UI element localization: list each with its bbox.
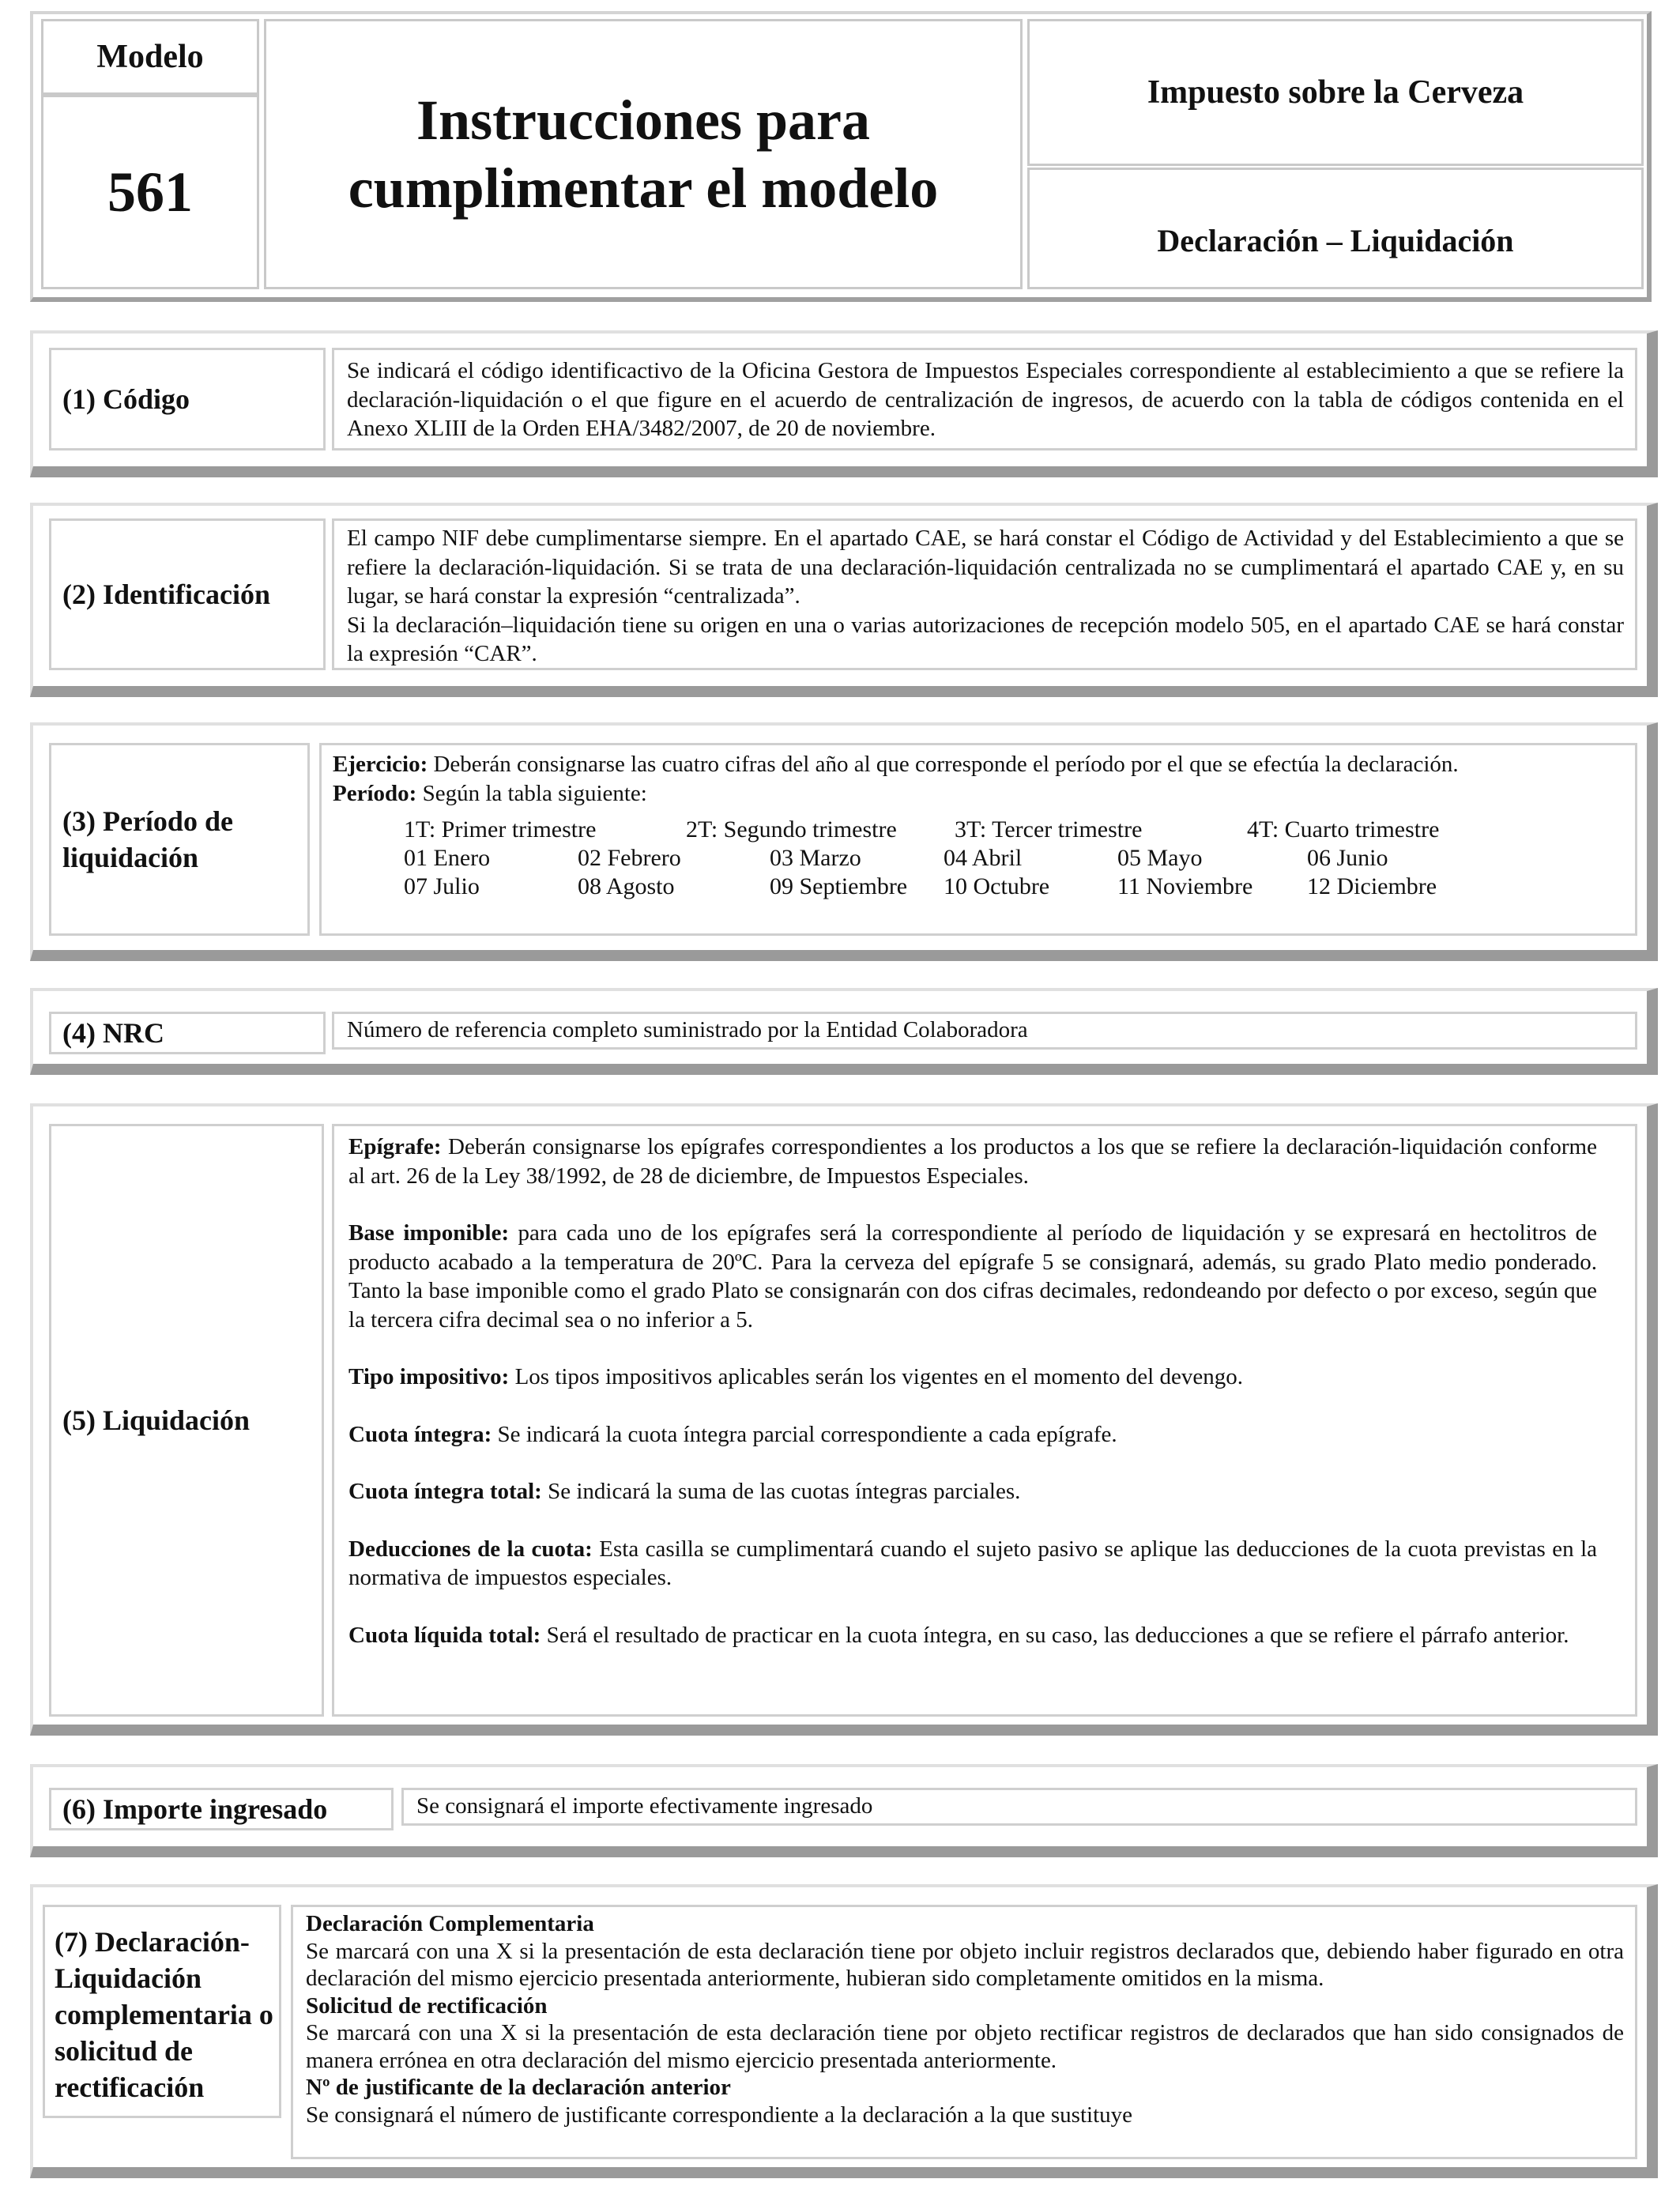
tax-name: Impuesto sobre la Cerveza (1027, 19, 1644, 166)
section-5-label: (5) Liquidación (49, 1124, 324, 1717)
modelo-label: Modelo (41, 19, 259, 95)
base-text (348, 1219, 1597, 1334)
page-title (264, 19, 1023, 289)
section-7-content (291, 1905, 1637, 2159)
cuota-total-label: Cuota íntegra total: (348, 1479, 542, 1504)
doc-type: Declaración – Liquidación (1027, 168, 1644, 289)
tipo-label: Tipo impositivo: (348, 1364, 510, 1389)
quarters-row (404, 816, 1624, 844)
cuota-desc: Se indicará la cuota íntegra parcial correspondiente a cada epígrafe. (492, 1421, 1117, 1447)
section-5-content (332, 1124, 1637, 1717)
liquida-text (348, 1621, 1597, 1650)
section-6-content: Se consignará el importe efectivamente ingresado (401, 1788, 1637, 1826)
section-2-content (332, 518, 1637, 670)
month-cell: 12 Diciembre (1307, 873, 1437, 899)
quarter-cell: 1T: Primer trimestre (404, 816, 597, 843)
section-1-label: (1) Código (49, 348, 326, 450)
month-cell: 07 Julio (404, 873, 480, 899)
epigrafe-desc: Deberán consignarse los epígrafes correspondientes a los productos a los que se refiere la declaración-liquidación conforme al art. 26 de la Ley 38/1992, de 28 de diciembre, de Impuestos Especiales. (348, 1134, 1597, 1189)
section-3-content (319, 743, 1637, 936)
quarter-cell: 3T: Tercer trimestre (955, 816, 1143, 843)
modelo-number: 561 (41, 95, 259, 289)
comp-title: Declaración Complementaria (306, 1911, 594, 1936)
liquida-desc: Será el resultado de practicar en la cuota íntegra, en su caso, las deducciones a que se refiere el párrafo anterior. (541, 1622, 1569, 1648)
cuota-total-desc: Se indicará la suma de las cuotas íntegras parciales. (541, 1479, 1021, 1504)
tipo-text (348, 1363, 1597, 1392)
section-4-label: (4) NRC (49, 1012, 326, 1054)
title-line1: Instrucciones para (416, 89, 870, 152)
cuota-text (348, 1420, 1597, 1449)
section-2-text-1: El campo NIF debe cumplimentarse siempre. En el apartado CAE, se hará constar el Código de Actividad y del Establecimiento a que se refiere la declaración-liquidación. Si se trata de una declaración-liquidación centralizada no se cumplimentará el apartado CAE y, en su lugar, se hará constar la expresión “centralizada”. (347, 526, 1624, 609)
section-1-content: Se indicará el código identificactivo de la Oficina Gestora de Impuestos Especiales correspondiente al establecimiento a que se refiere la declaración-liquidación o el que figure en el acuerdo de centralización de ingresos, de acuerdo con la tabla de códigos contenida en el Anexo XLIII de la Orden EHA/3482/2007, de 20 de noviembre. (332, 348, 1637, 450)
periodo-text (333, 779, 1624, 809)
month-cell: 09 Septiembre (770, 873, 908, 899)
just-text: Se consignará el número de justificante correspondiente a la declaración a la que sustituye (306, 2102, 1133, 2128)
months-table (404, 844, 1624, 901)
month-cell: 01 Enero (404, 845, 491, 871)
epigrafe-label: Epígrafe: (348, 1134, 442, 1159)
quarter-cell: 2T: Segundo trimestre (686, 816, 897, 843)
just-title: Nº de justificante de la declaración anterior (306, 2075, 731, 2100)
ejercicio-label: Ejercicio: (333, 752, 428, 777)
month-cell: 03 Marzo (770, 845, 861, 871)
section-2-label: (2) Identificación (49, 518, 326, 670)
quarter-cell: 4T: Cuarto trimestre (1247, 816, 1440, 843)
title-line2: cumplimentar el modelo (348, 156, 939, 220)
section-7-label: (7) Declaración-Liquidación complementaria o solicitud de rectificación (43, 1905, 281, 2118)
ejercicio-text (333, 750, 1624, 779)
deducciones-text (348, 1535, 1597, 1593)
month-cell: 04 Abril (944, 845, 1023, 871)
rect-text: Se marcará con una X si la presentación de esta declaración tiene por objeto rectificar registros de declarados que han sido consignados de manera errónea en otra declaración del mismo ejercicio presentada anteriormente. (306, 2020, 1624, 2073)
deducciones-label: Deducciones de la cuota: (348, 1536, 593, 1562)
month-cell: 02 Febrero (578, 845, 681, 871)
section-2-text-2: Si la declaración–liquidación tiene su origen en una o varias autorizaciones de recepción modelo 505, en el apartado CAE se hará constar la expresión “CAR”. (347, 612, 1624, 666)
month-cell: 05 Mayo (1117, 845, 1203, 871)
tipo-desc: Los tipos impositivos aplicables serán los vigentes en el momento del devengo. (509, 1364, 1243, 1389)
base-label: Base imponible: (348, 1220, 510, 1246)
rect-title: Solicitud de rectificación (306, 1992, 548, 2019)
month-cell: 06 Junio (1307, 845, 1388, 871)
month-cell: 10 Octubre (944, 873, 1050, 899)
section-4-content: Número de referencia completo suministrado por la Entidad Colaboradora (332, 1012, 1637, 1050)
base-desc: para cada uno de los epígrafes será la correspondiente al período de liquidación y se expresará en hectolitros de producto acabado a la temperatura de 20ºC. Para la cerveza del epígrafe 5 se consignará, además, su grado Plato medio ponderado. Tanto la base imponible como el grado Plato se consignarán con dos cifras decimales, redondeando por defecto o por exceso, según que la tercera cifra decimal sea o no inferior a 5. (348, 1220, 1597, 1333)
ejercicio-desc: Deberán consignarse las cuatro cifras del año al que corresponde el período por el que se efectúa la declaración. (428, 752, 1459, 777)
cuota-label: Cuota íntegra: (348, 1421, 492, 1447)
cuota-total-text (348, 1477, 1597, 1506)
comp-text: Se marcará con una X si la presentación de esta declaración tiene por objeto incluir registros declarados que, debiendo haber figurado en otra declaración del mismo ejercicio presentada anteriormente, hubieran sido completamente omitidos en la misma. (306, 1938, 1624, 1991)
section-3-label: (3) Período de liquidación (49, 743, 310, 936)
section-6-label: (6) Importe ingresado (49, 1788, 394, 1830)
deducciones-desc: Esta casilla se cumplimentará cuando el sujeto pasivo se aplique las deducciones de la cuota previstas en la normativa de impuestos especiales. (348, 1536, 1597, 1590)
month-cell: 08 Agosto (578, 873, 675, 899)
epigrafe-text (348, 1133, 1597, 1190)
periodo-desc: Según la tabla siguiente: (416, 780, 647, 806)
month-cell: 11 Noviembre (1117, 873, 1253, 899)
liquida-label: Cuota líquida total: (348, 1622, 541, 1648)
periodo-label: Período: (333, 780, 417, 806)
